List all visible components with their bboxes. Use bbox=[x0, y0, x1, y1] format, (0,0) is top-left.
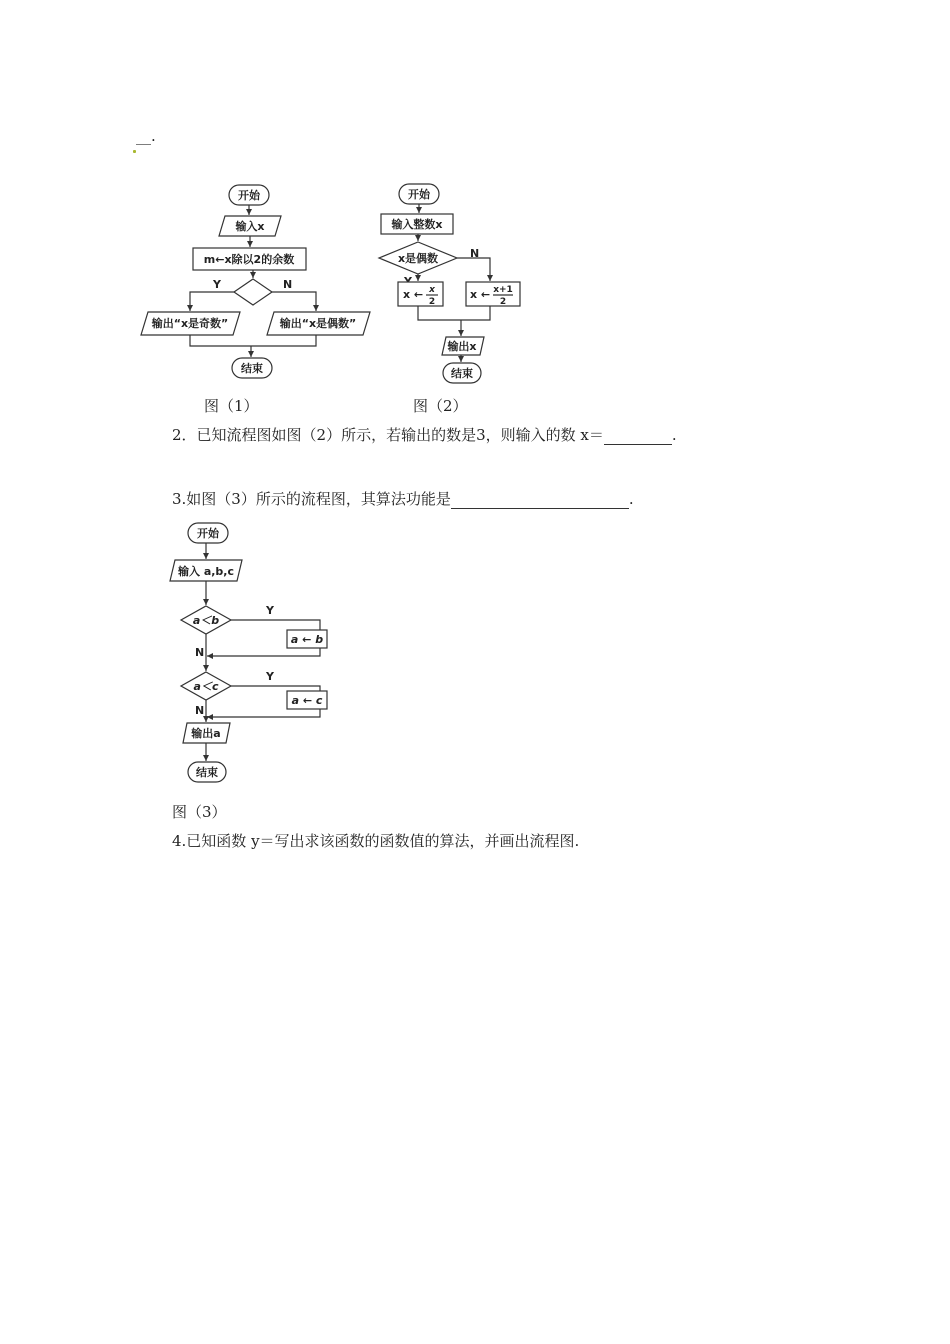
fig3-decision-2-label: a＜c bbox=[193, 680, 219, 693]
question-2-blank bbox=[604, 426, 672, 445]
fig3-no-2-label: N bbox=[195, 704, 205, 717]
fig1-output-odd-label: 输出“x是奇数” bbox=[151, 317, 229, 330]
flowchart-1 bbox=[141, 185, 370, 378]
fig2-left-frac-num: x bbox=[429, 285, 435, 295]
question-3-blank bbox=[451, 490, 629, 509]
fig3-decision-1-label: a＜b bbox=[192, 614, 220, 627]
fig3-assign-2-label: a ← c bbox=[291, 694, 323, 707]
fig1-no-label: N bbox=[283, 278, 293, 291]
fig2-caption: 图（2） bbox=[413, 397, 468, 415]
fig1-assign-label: m←x除以2的余数 bbox=[203, 253, 295, 266]
fig2-input-label: 输入整数x bbox=[391, 218, 443, 231]
fig3-end-label: 结束 bbox=[196, 766, 218, 779]
question-2-text: 2．已知流程图如图（2）所示，若输出的数是3，则输入的数 x＝ bbox=[172, 426, 604, 444]
fig1-caption: 图（1） bbox=[204, 397, 259, 415]
fig1-output-even-label: 输出“x是偶数” bbox=[279, 317, 357, 330]
fig1-yes-label: Y bbox=[213, 278, 221, 291]
fig3-caption: 图（3） bbox=[172, 803, 227, 821]
fig2-decision-label: x是偶数 bbox=[397, 252, 439, 265]
fig2-right-assign-label: x ← bbox=[470, 288, 491, 301]
fig2-right-frac-den: 2 bbox=[499, 297, 507, 307]
question-3-tail: . bbox=[628, 490, 634, 508]
fig2-left-assign-label: x ← bbox=[403, 288, 424, 301]
fig3-start-label: 开始 bbox=[197, 527, 219, 540]
fig2-right-frac-num: x+1 bbox=[493, 285, 513, 295]
lead-mark: __. bbox=[136, 127, 156, 145]
question-2-tail: . bbox=[671, 426, 677, 444]
fig3-yes-1-label: Y bbox=[266, 604, 274, 617]
fig3-yes-2-label: Y bbox=[266, 670, 274, 683]
fig1-end-label: 结束 bbox=[241, 362, 263, 375]
fig3-assign-1-label: a ← b bbox=[290, 633, 324, 646]
fig3-input-label: 输入 a,b,c bbox=[177, 565, 235, 578]
fig1-input-label: 输入x bbox=[235, 220, 265, 233]
question-4: 4.已知函数 y＝写出求该函数的函数值的算法，并画出流程图. bbox=[172, 832, 580, 850]
flowchart-2 bbox=[379, 184, 520, 383]
flowchart-3 bbox=[170, 523, 327, 782]
fig1-decision-node bbox=[234, 279, 272, 305]
fig3-output-label: 输出a bbox=[191, 727, 221, 740]
fig3-no-1-label: N bbox=[195, 646, 205, 659]
fig1-start-label: 开始 bbox=[238, 189, 260, 202]
fig2-end-label: 结束 bbox=[451, 367, 473, 380]
fig2-start-label: 开始 bbox=[408, 188, 430, 201]
question-3-text: 3.如图（3）所示的流程图，其算法功能是 bbox=[172, 490, 451, 508]
fig2-left-frac-den: 2 bbox=[428, 297, 436, 307]
question-2 bbox=[172, 424, 677, 445]
fig2-no-label: N bbox=[470, 247, 480, 260]
fig2-output-label: 输出x bbox=[447, 340, 477, 353]
question-3 bbox=[172, 488, 634, 509]
